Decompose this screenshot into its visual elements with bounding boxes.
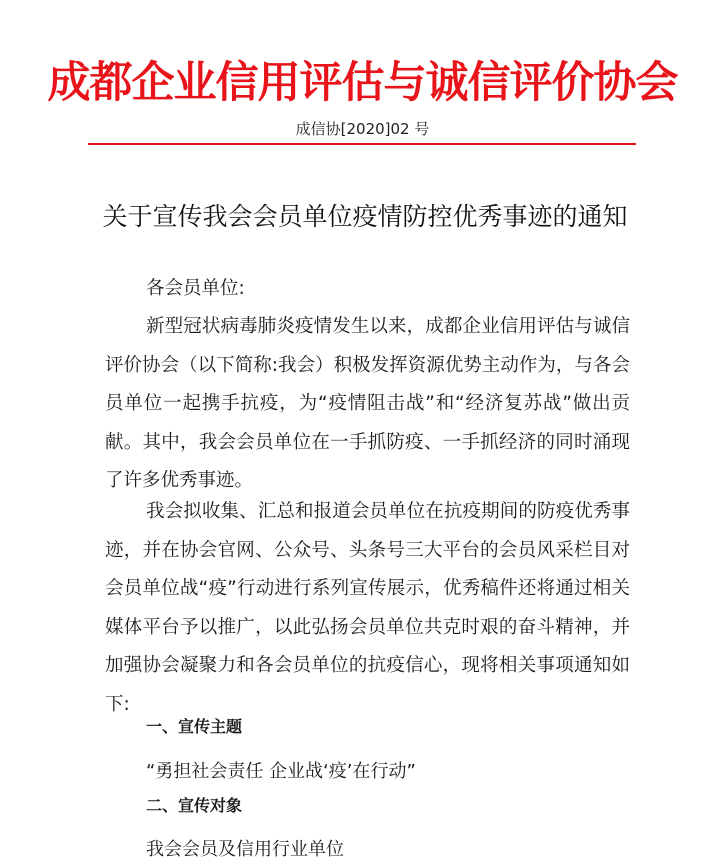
section-content-theme: “勇担社会责任 企业战‘疫’在行动”	[146, 761, 416, 782]
body-paragraph-1: 新型冠状病毒肺炎疫情发生以来，成都企业信用评估与诚信评价协会（以下简称:我会）积极发挥资源优势主动作为，与各会员单位一起携手抗疫，为“疫情阻击战”和“经济复苏战”做出贡献。其中，我会会员单位在一手抓防疫、一手抓经济的同时涌现了许多优秀事迹。	[105, 316, 630, 491]
organization-letterhead: 成都企业信用评估与诚信评价协会	[47, 58, 678, 108]
document-number: 成信协[2020]02 号	[295, 120, 430, 138]
header-divider	[88, 143, 636, 145]
salutation: 各会员单位:	[146, 278, 245, 299]
section-heading-target: 二、宣传对象	[146, 796, 243, 815]
section-heading-theme: 一、宣传主题	[146, 717, 243, 736]
section-content-target: 我会会员及信用行业单位	[146, 839, 344, 860]
document-title: 关于宣传我会会员单位疫情防控优秀事迹的通知	[102, 202, 628, 231]
body-paragraph-2: 我会拟收集、汇总和报道会员单位在抗疫期间的防疫优秀事迹，并在协会官网、公众号、头条号三大平台的会员风采栏目对会员单位战“疫”行动进行系列宣传展示，优秀稿件还将通过相关媒体平台予以推广，以此弘扬会员单位共克时艰的奋斗精神，并加强协会凝聚力和各会员单位的抗疫信心，现将相关事项通知如下:	[105, 501, 630, 715]
